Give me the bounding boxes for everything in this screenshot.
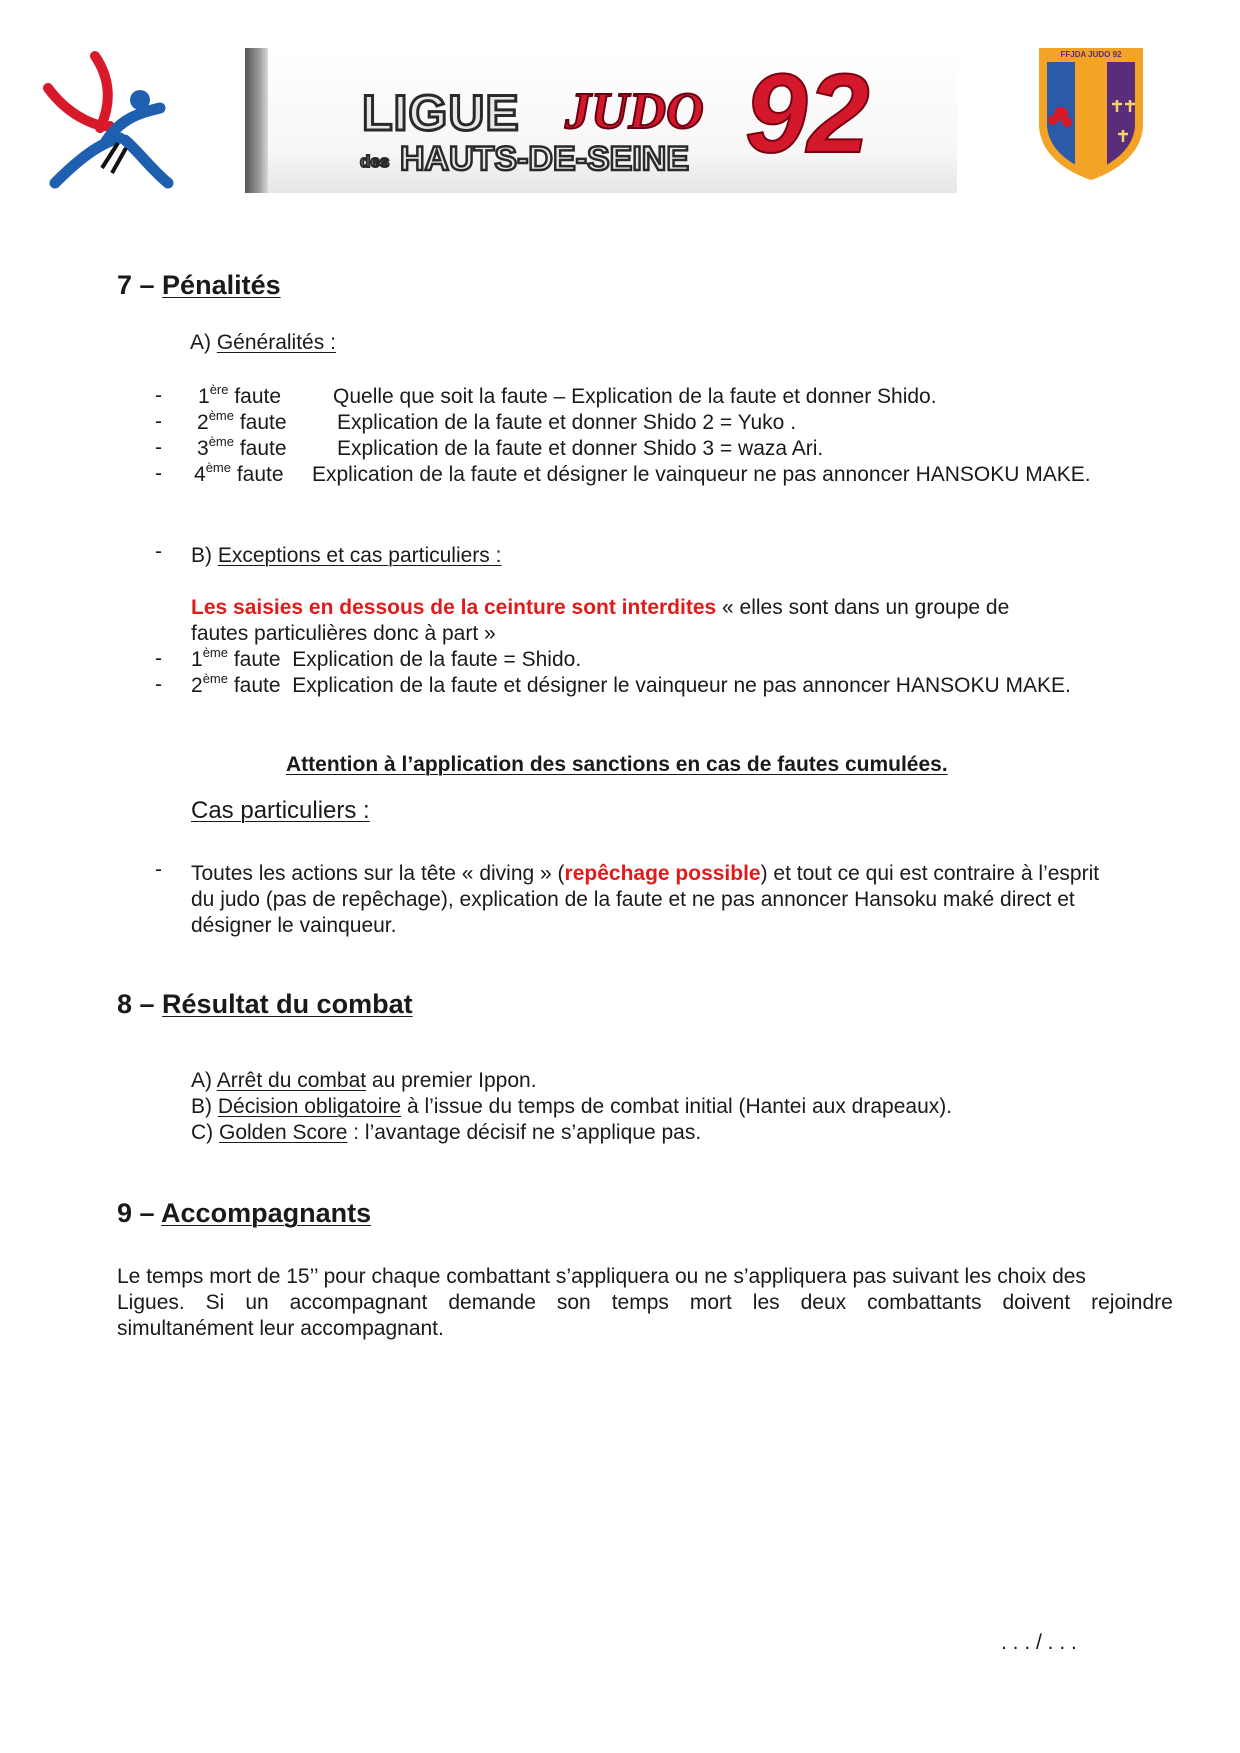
faute-3-label: 3ème faute [197, 434, 287, 460]
subsection-b-prefix: B) [191, 544, 218, 567]
league-crest-logo [1035, 44, 1147, 184]
banner-des: des [360, 152, 390, 171]
bullet-dash: - [155, 462, 162, 485]
section-7-number: 7 – [117, 270, 163, 300]
faute-4-text: Explication de la faute et désigner le vainqueur ne pas annoncer HANSOKU MAKE. [312, 463, 1091, 486]
resultat-item-c: C) Golden Score : l’avantage décisif ne s’applique pas. [191, 1121, 702, 1144]
banner-bar [245, 48, 268, 193]
resultat-item-b: B) Décision obligatoire à l’issue du temps de combat initial (Hantei aux drapeaux). [191, 1095, 953, 1118]
faute-1-text: Quelle que soit la faute – Explication de la faute et donner Shido. [333, 385, 937, 408]
section-8-title: Résultat du combat [162, 989, 413, 1019]
resultat-item-a: A) Arrêt du combat au premier Ippon. [191, 1069, 537, 1092]
bullet-dash: - [155, 647, 162, 670]
banner-ligue: LIGUE [362, 85, 520, 141]
faute-3-text: Explication de la faute et donner Shido 3 = waza Ari. [337, 437, 824, 460]
accompagnants-line-3: simultanément leur accompagnant. [117, 1317, 444, 1340]
banner-hauts-de-seine: HAUTS-DE-SEINE [400, 140, 690, 178]
bullet-dash: - [155, 436, 162, 459]
banner-judo: JUDO [565, 83, 704, 140]
saisies-line-2: fautes particulières donc à part » [191, 622, 496, 645]
b-faute-1: 1ème faute Explication de la faute = Shido. [191, 645, 582, 671]
subsection-b [191, 543, 501, 569]
accompagnants-line-1: Le temps mort de 15’’ pour chaque combattant s’appliquera ou ne s’appliquera pas suivant les choix des [117, 1265, 1086, 1288]
subsection-a-prefix: A) [190, 331, 217, 354]
tete-line-2: du judo (pas de repêchage), explication de la faute et ne pas annoncer Hansoku maké direct et [191, 888, 1075, 911]
bullet-dash: - [155, 384, 162, 407]
tete-line-1: Toutes les actions sur la tête « diving » (repêchage possible) et tout ce qui est contraire à l’esprit [191, 862, 1100, 885]
section-7-heading [117, 270, 281, 301]
bullet-dash: - [155, 410, 162, 433]
bullet-dash: - [155, 858, 162, 881]
faute-4-label: 4ème faute [194, 460, 284, 486]
page-continuation-marker: . . . / . . . [1001, 1631, 1077, 1654]
cas-particuliers-heading: Cas particuliers : [191, 797, 370, 824]
subsection-a [190, 330, 336, 356]
faute-1-label: 1ère faute [198, 382, 282, 408]
banner-number: 92 [745, 51, 870, 176]
accompagnants-line-2: Ligues. Si un accompagnant demande son temps mort les deux combattants doivent rejoindre [117, 1291, 1173, 1314]
league-banner [245, 48, 957, 193]
saisies-warning: Les saisies en dessous de la ceinture sont interdites [191, 596, 717, 619]
tete-line-3: désigner le vainqueur. [191, 914, 397, 937]
faute-2-text: Explication de la faute et donner Shido 2 = Yuko . [337, 411, 797, 434]
attention-note: Attention à l’application des sanctions en cas de fautes cumulées. [286, 753, 948, 776]
repechage-possible: repêchage possible [564, 862, 761, 885]
section-9-title: Accompagnants [161, 1198, 372, 1228]
section-8-number: 8 – [117, 989, 163, 1019]
section-8-heading [117, 989, 413, 1020]
subsection-b-label: Exceptions et cas particuliers : [217, 544, 502, 567]
bullet-dash: - [155, 673, 162, 696]
section-9-number: 9 – [117, 1198, 162, 1228]
saisies-line-1 [191, 595, 1009, 621]
faute-2-label: 2ème faute [197, 408, 287, 434]
b-faute-2: 2ème faute Explication de la faute et désigner le vainqueur ne pas annoncer HANSOKU MAKE. [191, 671, 1071, 697]
subsection-a-label: Généralités : [216, 331, 336, 354]
section-9-heading [117, 1198, 371, 1229]
judo-federation-logo [40, 48, 180, 193]
section-7-title: Pénalités [162, 270, 281, 300]
crest-text: FFJDA JUDO 92 [1060, 50, 1122, 59]
bullet-dash: - [155, 540, 162, 563]
saisies-rest: « elles sont dans un groupe de [716, 596, 1010, 619]
